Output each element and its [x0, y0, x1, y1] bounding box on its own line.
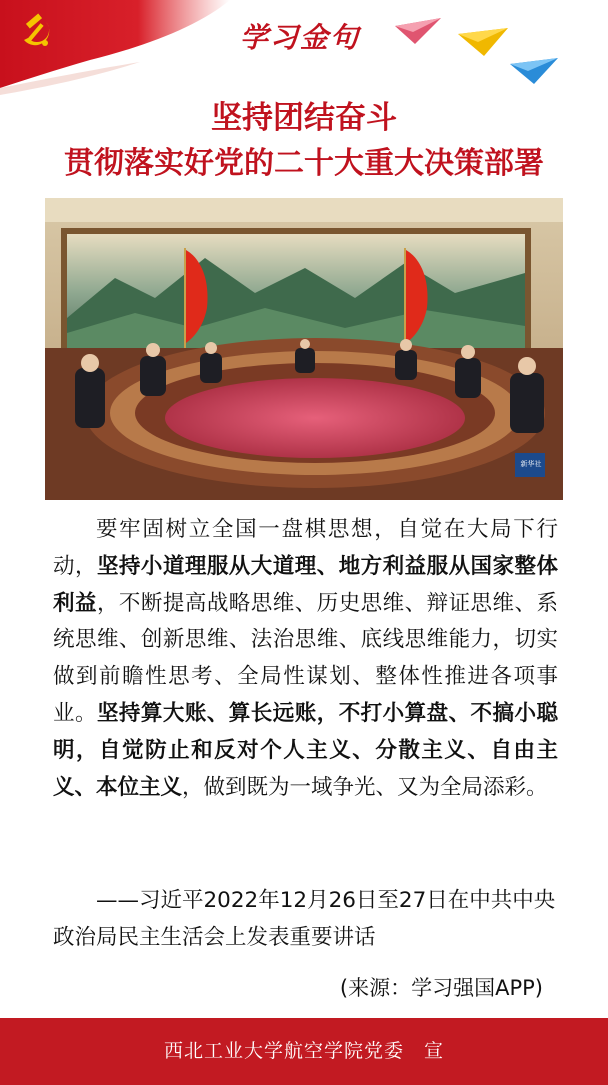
- footer: [0, 1018, 608, 1085]
- meeting-photo: [45, 198, 563, 500]
- quote-body: [53, 512, 558, 806]
- header-title: 学习金句: [240, 21, 361, 54]
- quote-segment: ，不断提高战略思维、历史思维、辩证思维、系统思维、创新思维、法治思维、底线思维能力，切实做到前瞻性思考、全局性谋划、整体性推进各项事业。: [53, 590, 558, 726]
- source-note: (来源：学习强国APP): [339, 976, 543, 1000]
- quote-segment: 要牢固树立全国一盘棋思想，自觉在大局下行动，: [53, 517, 558, 579]
- title-line-1: 坚持团结奋斗: [211, 100, 397, 136]
- quote-paragraph: [53, 512, 558, 806]
- paper-plane-icon: [395, 18, 441, 44]
- attribution: [53, 883, 558, 957]
- quote-bold-segment: 坚持小道理服从大道理、地方利益服从国家整体利益: [53, 553, 558, 616]
- party-emblem-icon: [14, 10, 56, 52]
- quote-bold-segment: 坚持算大账、算长远账，不打小算盘、不搞小聪明，自觉防止和反对个人主义、分散主义、自由主义、本位主义: [53, 700, 558, 800]
- quote-segment: ，做到既为一域争光、又为全局添彩。: [182, 774, 548, 800]
- paper-plane-icon: [510, 58, 558, 84]
- footer-text: 西北工业大学航空学院党委 宣: [163, 1040, 444, 1062]
- attribution-text: ——习近平2022年12月26日至27日在中共中央政治局民主生活会上发表重要讲话: [53, 888, 556, 950]
- photo-watermark: 新华社: [520, 460, 542, 468]
- title-line-2: 贯彻落实好党的二十大重大决策部署: [64, 146, 544, 181]
- header: [0, 0, 608, 95]
- paper-plane-icon: [458, 28, 508, 56]
